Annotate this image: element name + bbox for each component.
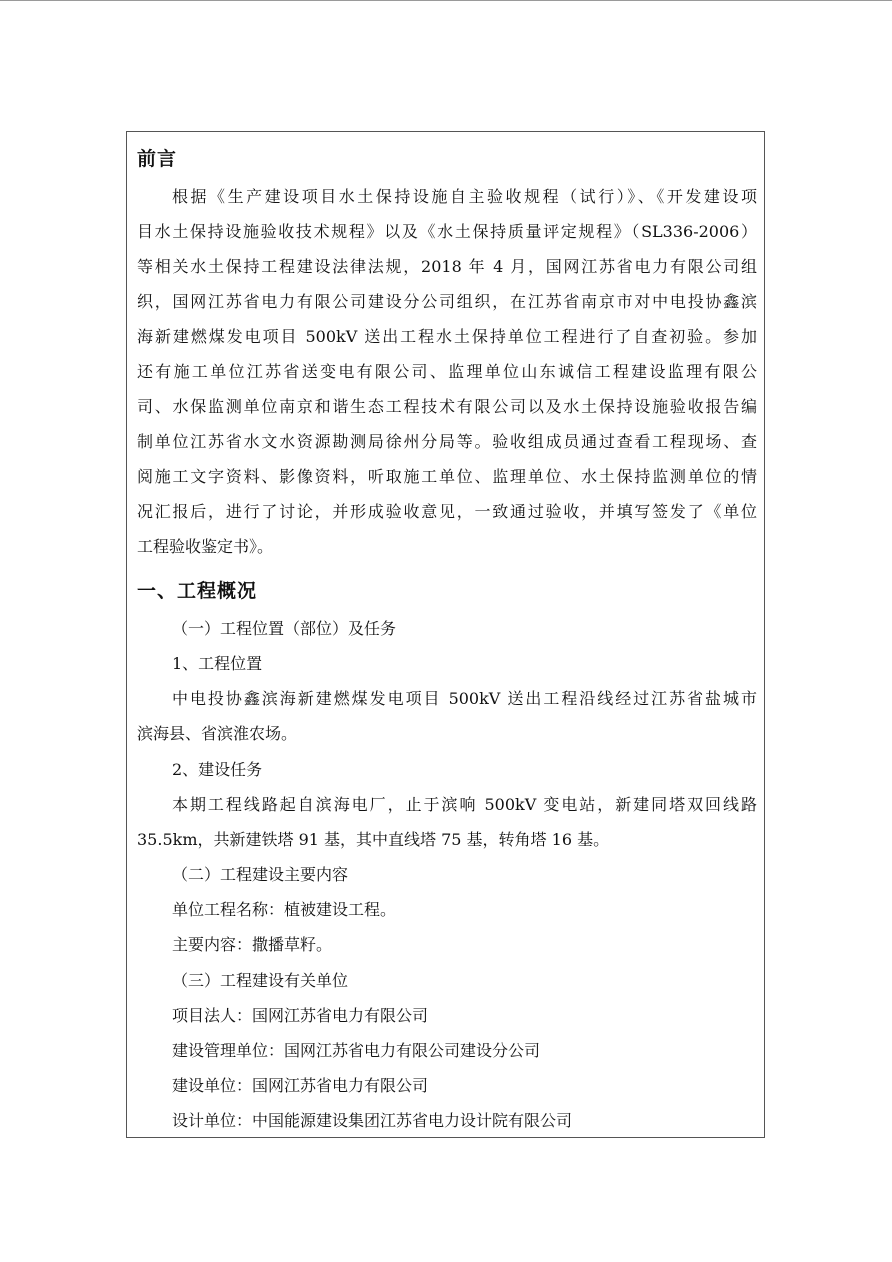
page-top-border: [0, 0, 892, 1]
preface-line: 目水土保持设施验收技术规程》以及《水土保持质量评定规程》（SL336-2006）: [137, 222, 757, 241]
party-line: 设计单位：中国能源建设集团江苏省电力设计院有限公司: [172, 1111, 573, 1130]
preface-line: 还有施工单位江苏省送变电有限公司、监理单位山东诚信工程建设监理有限公: [137, 362, 757, 381]
item-line: 滨海县、省滨淮农场。: [137, 724, 298, 743]
item-title: 1、工程位置: [172, 654, 263, 673]
document-frame: [126, 131, 765, 1138]
item-line: 35.5km，共新建铁塔 91 基，其中直线塔 75 基，转角塔 16 基。: [137, 830, 610, 849]
subsection-title: （三）工程建设有关单位: [172, 971, 349, 990]
preface-line: 根据《生产建设项目水土保持设施自主验收规程（试行）》、《开发建设项: [172, 187, 757, 206]
unit-name: 单位工程名称：植被建设工程。: [172, 900, 397, 919]
section-1-title: 一、工程概况: [137, 580, 258, 602]
main-content: 主要内容：撒播草籽。: [172, 935, 333, 954]
preface-line: 况汇报后，进行了讨论，并形成验收意见，一致通过验收，并填写签发了《单位: [137, 502, 757, 521]
preface-line: 司、水保监测单位南京和谐生态工程技术有限公司以及水土保持设施验收报告编: [137, 397, 757, 416]
item-line: 本期工程线路起自滨海电厂，止于滨响 500kV 变电站，新建同塔双回线路: [172, 795, 757, 814]
party-line: 建设管理单位：国网江苏省电力有限公司建设分公司: [172, 1041, 541, 1060]
preface-line: 工程验收鉴定书》。: [137, 537, 274, 556]
preface-line: 等相关水土保持工程建设法律法规，2018 年 4 月，国网江苏省电力有限公司组: [137, 257, 757, 276]
preface-line: 海新建燃煤发电项目 500kV 送出工程水土保持单位工程进行了自查初验。参加: [137, 327, 757, 346]
subsection-title: （二）工程建设主要内容: [172, 865, 349, 884]
party-line: 项目法人：国网江苏省电力有限公司: [172, 1006, 429, 1025]
subsection-title: （一）工程位置（部位）及任务: [172, 619, 397, 638]
preface-line: 织，国网江苏省电力有限公司建设分公司组织，在江苏省南京市对中电投协鑫滨: [137, 292, 757, 311]
preface-line: 阅施工文字资料、影像资料，听取施工单位、监理单位、水土保持监测单位的情: [137, 467, 757, 486]
item-line: 中电投协鑫滨海新建燃煤发电项目 500kV 送出工程沿线经过江苏省盐城市: [172, 689, 757, 708]
preface-title: 前言: [137, 148, 178, 170]
item-title: 2、建设任务: [172, 760, 263, 779]
party-line: 建设单位：国网江苏省电力有限公司: [172, 1076, 429, 1095]
preface-line: 制单位江苏省水文水资源勘测局徐州分局等。验收组成员通过查看工程现场、查: [137, 432, 757, 451]
